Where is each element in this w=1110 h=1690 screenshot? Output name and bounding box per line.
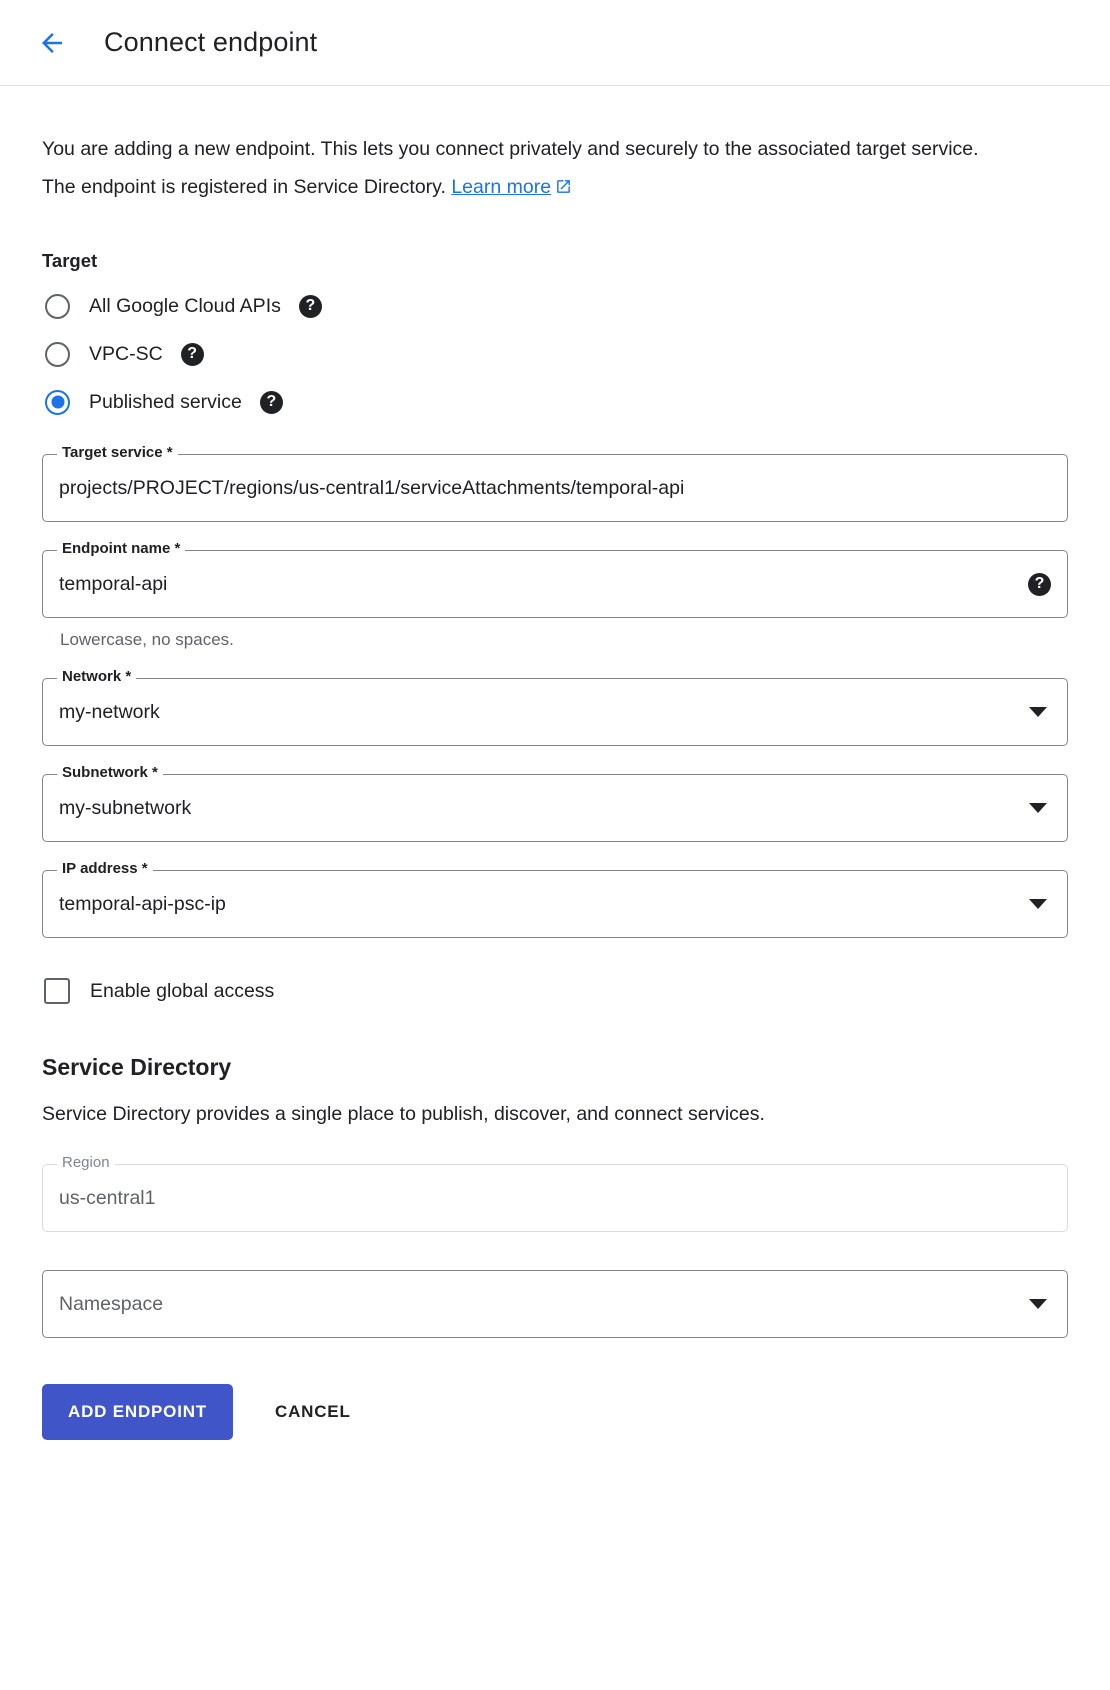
page-title: Connect endpoint	[104, 27, 318, 57]
endpoint-name-value: temporal-api	[59, 572, 168, 595]
chevron-down-icon[interactable]	[1029, 1299, 1047, 1309]
ip-address-value: temporal-api-psc-ip	[59, 892, 226, 915]
service-directory-description: Service Directory provides a single place to publish, discover, and connect services.	[42, 1103, 765, 1126]
ip-address-trailing	[1029, 899, 1051, 909]
enable-global-access-row[interactable]	[42, 978, 1068, 1004]
radio-vpc-sc[interactable]	[45, 342, 70, 367]
help-icon-all-google-cloud-apis[interactable]: ?	[299, 295, 322, 318]
ip-address-field[interactable]	[42, 860, 1068, 938]
ip-address-label: IP address *	[57, 861, 153, 876]
namespace-field[interactable]	[42, 1270, 1068, 1338]
enable-global-access-label: Enable global access	[90, 979, 275, 1002]
help-icon-published-service[interactable]: ?	[260, 391, 283, 414]
endpoint-name-label: Endpoint name *	[57, 541, 185, 556]
network-field[interactable]	[42, 668, 1068, 746]
external-link-icon	[555, 170, 572, 208]
network-label: Network *	[57, 669, 136, 684]
endpoint-name-trailing	[1028, 573, 1051, 596]
endpoint-name-field[interactable]	[42, 540, 1068, 618]
radio-option-published-service[interactable]	[42, 378, 1068, 426]
subnetwork-label: Subnetwork *	[57, 765, 163, 780]
intro-copy: You are adding a new endpoint. This lets you connect privately and securely to the associated target service. The endpoint is registered in Service Directory.	[42, 138, 979, 199]
target-section-label: Target	[42, 250, 98, 272]
learn-more-link[interactable]: Learn more	[451, 176, 552, 199]
network-trailing	[1029, 707, 1051, 717]
network-value: my-network	[59, 700, 160, 723]
enable-global-access-checkbox[interactable]	[44, 978, 70, 1004]
back-button[interactable]	[30, 21, 74, 65]
form-content	[0, 130, 1110, 1480]
chevron-down-icon[interactable]	[1029, 707, 1047, 717]
form-actions	[42, 1384, 1068, 1480]
radio-option-vpc-sc[interactable]	[42, 330, 1068, 378]
chevron-down-icon[interactable]	[1029, 803, 1047, 813]
help-icon-endpoint-name[interactable]: ?	[1028, 573, 1051, 596]
radio-published-service[interactable]	[45, 390, 70, 415]
region-field	[42, 1154, 1068, 1232]
namespace-placeholder: Namespace	[59, 1292, 164, 1315]
radio-option-all-google-cloud-apis[interactable]	[42, 282, 1068, 330]
radio-label-published-service: Published service	[89, 390, 242, 413]
arrow-left-icon	[37, 28, 67, 58]
subnetwork-field[interactable]	[42, 764, 1068, 842]
radio-all-google-cloud-apis[interactable]	[45, 294, 70, 319]
namespace-trailing	[1029, 1299, 1051, 1309]
subnetwork-trailing	[1029, 803, 1051, 813]
region-label: Region	[57, 1155, 115, 1170]
help-icon-vpc-sc[interactable]: ?	[181, 343, 204, 366]
subnetwork-value: my-subnetwork	[59, 796, 192, 819]
page-header	[0, 0, 1110, 86]
intro-text	[42, 130, 1002, 208]
service-directory-title: Service Directory	[42, 1054, 232, 1081]
endpoint-name-hint: Lowercase, no spaces.	[60, 630, 234, 650]
radio-label-all-google-cloud-apis: All Google Cloud APIs	[89, 294, 281, 317]
region-value: us-central1	[59, 1186, 156, 1209]
target-service-field[interactable]	[42, 444, 1068, 522]
chevron-down-icon[interactable]	[1029, 899, 1047, 909]
add-endpoint-button[interactable]: ADD ENDPOINT	[42, 1384, 233, 1440]
target-service-label: Target service *	[57, 445, 178, 460]
radio-label-vpc-sc: VPC-SC	[89, 342, 163, 365]
cancel-button[interactable]: CANCEL	[261, 1384, 365, 1440]
target-service-value: projects/PROJECT/regions/us-central1/serviceAttachments/temporal-api	[59, 476, 685, 499]
